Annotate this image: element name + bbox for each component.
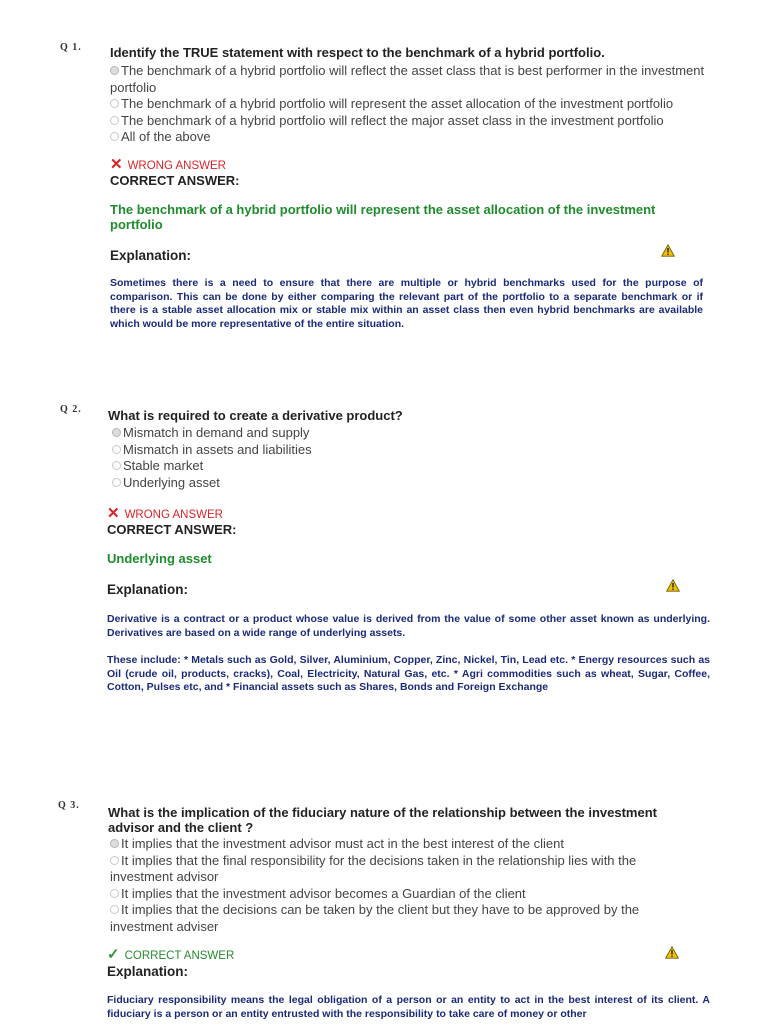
answer-options (110, 836, 685, 935)
question-number: Q 1. (60, 42, 82, 53)
answer-option[interactable]: Mismatch in assets and liabilities (112, 442, 712, 459)
radio-button[interactable] (110, 99, 119, 108)
wrong-x-icon: ✕ (110, 156, 123, 173)
radio-button[interactable] (112, 428, 121, 437)
answer-status: ✕ WRONG ANSWER (107, 505, 223, 522)
question-text: Identify the TRUE statement with respect to the benchmark of a hybrid portfolio. (110, 45, 605, 60)
answer-option[interactable]: The benchmark of a hybrid portfolio will reflect the asset class that is best performer in the investment portfolio (110, 63, 705, 95)
radio-button[interactable] (112, 478, 121, 487)
explanation-label: Explanation: (107, 964, 189, 979)
answer-option[interactable]: It implies that the final responsibility for the decisions taken in the relationship lies with the investment advisor (110, 852, 637, 884)
explanation-text: These include: * Metals such as Gold, Silver, Aluminium, Copper, Zinc, Nickel, Tin, Lead etc. * Energy resources such as Oil (crude oil, products, cracks), Coal, Electricity, Natural Gas, etc. * Agri commodities such as wheat, Sugar, Coffee, Cotton, Pulses etc, and * Financial assets such as Shares, Bonds and Foreign Exchange (107, 654, 710, 693)
answer-option[interactable]: Underlying asset (112, 475, 712, 492)
answer-option[interactable]: It implies that the investment advisor must act in the best interest of the client (110, 836, 685, 853)
correct-answer-label: CORRECT ANSWER: (110, 173, 240, 188)
warning-icon[interactable] (666, 579, 680, 592)
question-text: What is required to create a derivative product? (108, 408, 403, 423)
answer-status: ✓ CORRECT ANSWER (107, 946, 235, 963)
question-text: What is the implication of the fiduciary nature of the relationship between the investment advisor and the client ? (108, 805, 657, 835)
explanation-label: Explanation: (110, 248, 192, 263)
explanation-text: Sometimes there is a need to ensure that there are multiple or hybrid benchmarks used for the purpose of comparison. This can be done by either comparing the relevant part of the portfolio to a separate benchmark or if there is a stable asset allocation mix or stable mix within an asset class then even hybrid benchmarks are available which would be more representative of the entire situation. (110, 277, 703, 330)
radio-button[interactable] (112, 461, 121, 470)
correct-answer-label: CORRECT ANSWER: (107, 522, 237, 537)
radio-button[interactable] (110, 66, 119, 75)
answer-option[interactable]: It implies that the decisions can be taken by the client but they have to be approved by the investment adviser (110, 902, 640, 934)
correct-check-icon: ✓ (107, 946, 120, 963)
correct-answer-text: Underlying asset (107, 551, 212, 566)
explanation-text: Fiduciary responsibility means the legal obligation of a person or an entity to act in the best interest of its client. A fiduciary is a person or an entity entrusted with the responsibility to take care of money or other (107, 994, 710, 1020)
answer-status: ✕ WRONG ANSWER (110, 156, 226, 173)
question-number: Q 3. (58, 800, 80, 811)
radio-button[interactable] (110, 905, 119, 914)
radio-button[interactable] (110, 839, 119, 848)
answer-option[interactable]: It implies that the investment advisor becomes a Guardian of the client (110, 886, 685, 903)
warning-icon[interactable] (665, 946, 679, 959)
answer-option[interactable]: Mismatch in demand and supply (112, 425, 712, 442)
answer-option[interactable]: Stable market (112, 458, 712, 475)
radio-button[interactable] (110, 116, 119, 125)
answer-option[interactable]: The benchmark of a hybrid portfolio will reflect the major asset class in the investment portfolio (110, 113, 710, 130)
question-number: Q 2. (60, 404, 82, 415)
radio-button[interactable] (112, 445, 121, 454)
answer-option[interactable]: All of the above (110, 129, 710, 146)
radio-button[interactable] (110, 132, 119, 141)
explanation-text: Derivative is a contract or a product whose value is derived from the value of some other asset known as underlying. Derivatives are based on a wide range of underlying assets. (107, 613, 710, 639)
answer-options (112, 425, 712, 491)
warning-icon[interactable] (661, 244, 675, 257)
answer-option[interactable]: The benchmark of a hybrid portfolio will represent the asset allocation of the investment portfolio (110, 96, 710, 113)
radio-button[interactable] (110, 889, 119, 898)
answer-options (110, 63, 710, 146)
wrong-x-icon: ✕ (107, 505, 120, 522)
correct-answer-text: The benchmark of a hybrid portfolio will represent the asset allocation of the investment portfolio (110, 202, 656, 232)
radio-button[interactable] (110, 856, 119, 865)
explanation-label: Explanation: (107, 582, 189, 597)
